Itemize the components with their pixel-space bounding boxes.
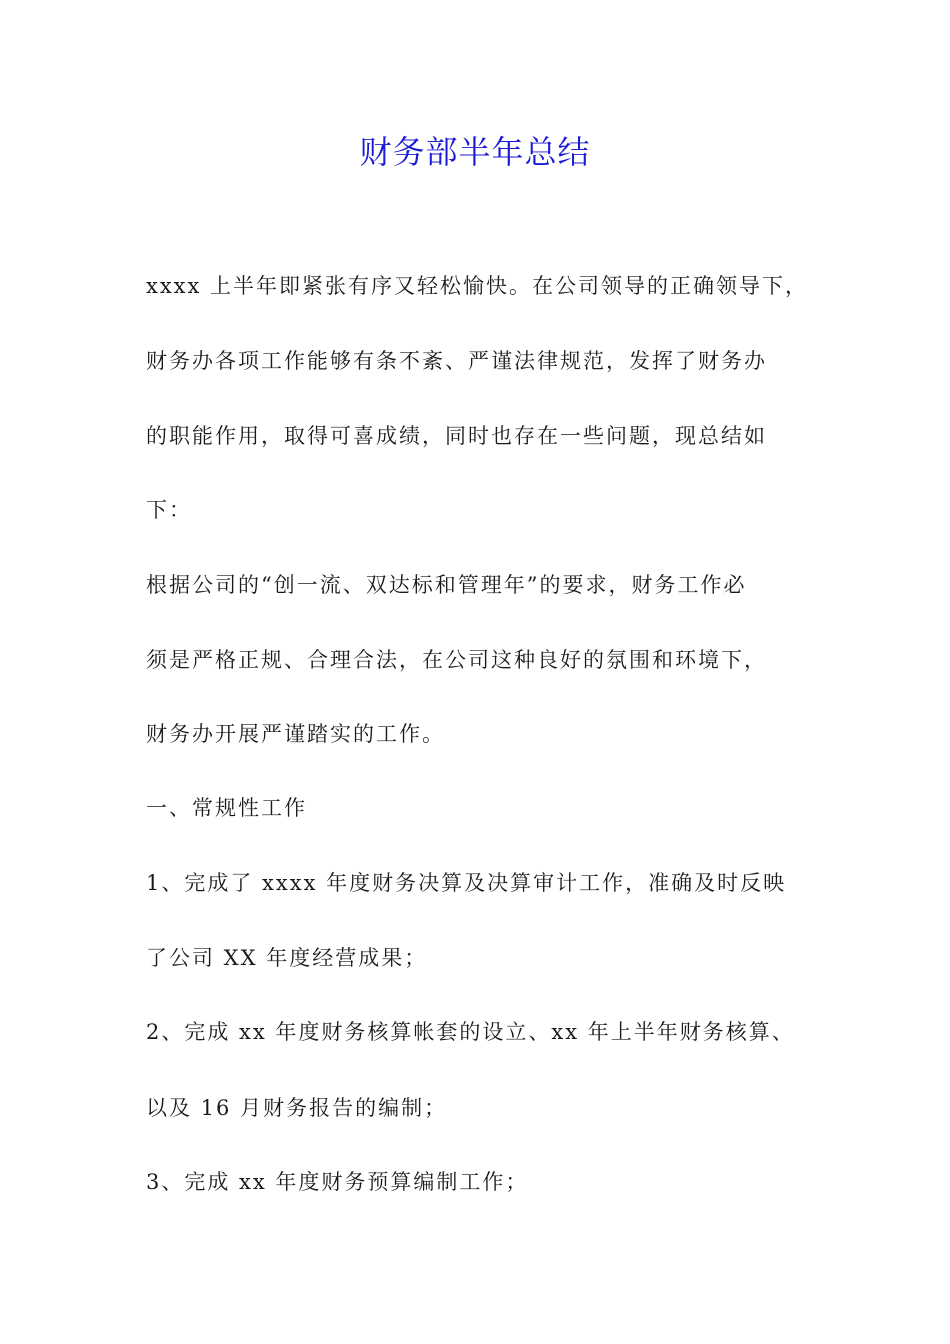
paragraph-line: 财务办各项工作能够有条不紊、严谨法律规范，发挥了财务办 [146, 349, 767, 373]
section-heading: 一、常规性工作 [146, 796, 307, 820]
document-title: 财务部半年总结 [359, 133, 591, 171]
list-item-line: 了公司 XX 年度经营成果； [146, 946, 428, 970]
list-item-line: 1、完成了 xxxx 年度财务决算及决算审计工作，准确及时反映 [146, 871, 787, 895]
list-item-line: 2、完成 xx 年度财务核算帐套的设立、xx 年上半年财务核算、 [146, 1020, 795, 1044]
paragraph-line: xxxx 上半年即紧张有序又轻松愉快。在公司领导的正确领导下， [146, 274, 809, 298]
paragraph-line: 财务办开展严谨踏实的工作。 [146, 722, 445, 746]
paragraph-line: 根据公司的“创一流、双达标和管理年”的要求，财务工作必 [146, 573, 747, 597]
paragraph-line: 下： [146, 498, 192, 522]
paragraph-line: 须是严格正规、合理合法，在公司这种良好的氛围和环境下， [146, 648, 767, 672]
paragraph-line: 的职能作用，取得可喜成绩，同时也存在一些问题，现总结如 [146, 424, 767, 448]
list-item-line: 3、完成 xx 年度财务预算编制工作； [146, 1170, 529, 1194]
list-item-line: 以及 16 月财务报告的编制； [146, 1096, 448, 1120]
